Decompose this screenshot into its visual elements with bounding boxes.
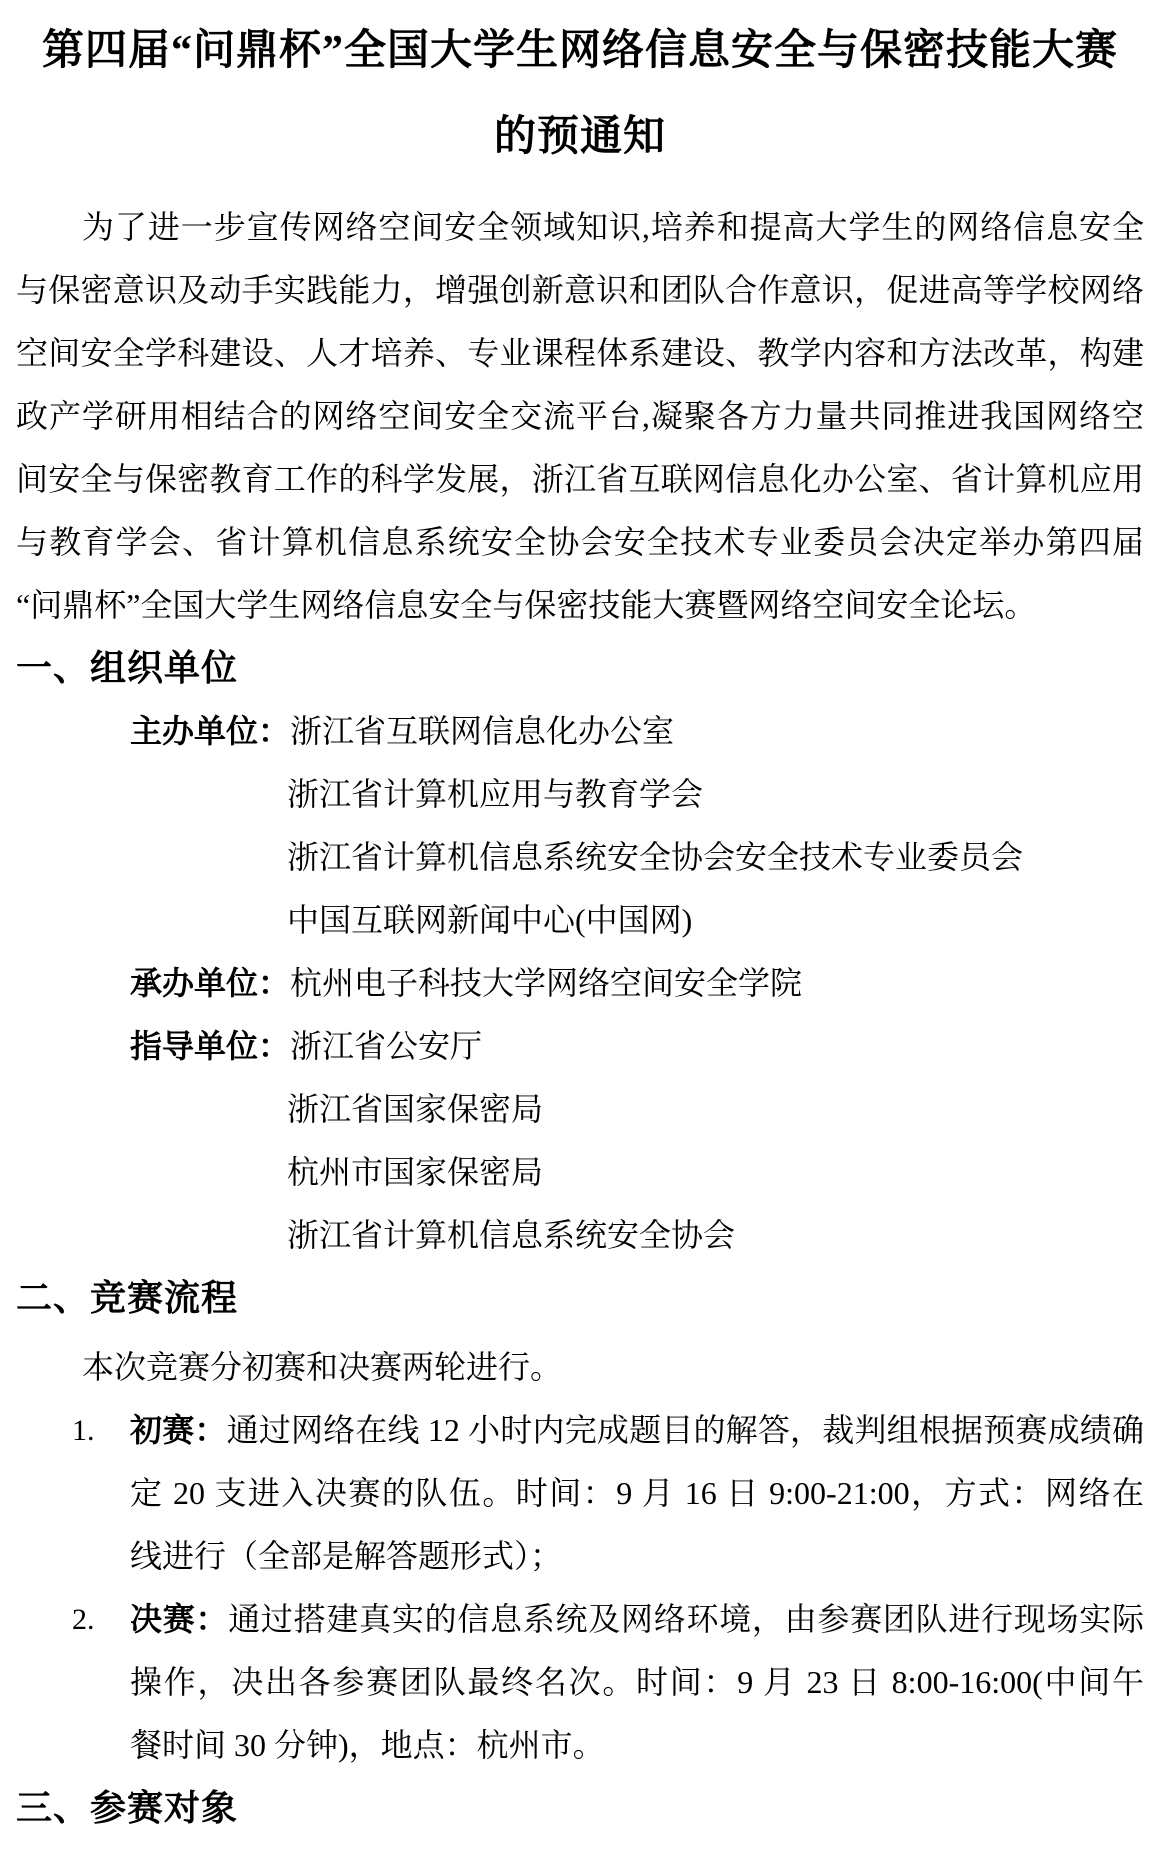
- list-item-number: 1.: [72, 1414, 95, 1447]
- list-item-line: 杭州市国家保密局: [287, 1154, 544, 1190]
- section-heading: 二、竞赛流程: [16, 1278, 239, 1318]
- paragraph: [16, 1336, 1144, 1399]
- document-title-line-1: 第四届“问鼎杯”全国大学生网络信息安全与保密技能大赛: [41, 28, 1118, 74]
- list-item-line: 操作，决出各参赛团队最终名次。时间：9 月 23 日 8:00-16:00(中间午: [130, 1664, 1144, 1700]
- paragraph-line: 本次竞赛分初赛和决赛两轮进行。: [82, 1349, 563, 1385]
- document-title-line-2: 的预通知: [493, 114, 666, 160]
- list-item-line: 浙江省计算机信息系统安全协会安全技术专业委员会: [287, 839, 1024, 875]
- list-item: [16, 1399, 1144, 1588]
- list-item-label: 承办单位：: [130, 965, 291, 1001]
- paragraph-line: 与保密意识及动手实践能力，增强创新意识和团队合作意识，促进高等学校网络: [16, 272, 1144, 308]
- list-item-line: 线进行（全部是解答题形式）；: [130, 1538, 563, 1574]
- list-item-line: 中国互联网新闻中心(中国网): [287, 902, 693, 938]
- paragraph-line: 为了进一步宣传网络空间安全领域知识,培养和提高大学生的网络信息安全: [82, 209, 1144, 245]
- list-item-line: 浙江省计算机信息系统安全协会: [287, 1217, 736, 1253]
- list-item-text: 杭州电子科技大学网络空间安全学院: [290, 965, 803, 1001]
- document-body: [16, 196, 1144, 1840]
- list-item-text: 浙江省互联网信息化办公室: [290, 713, 675, 749]
- paragraph-line: “问鼎杯”全国大学生网络信息安全与保密技能大赛暨网络空间安全论坛。: [16, 587, 1037, 623]
- paragraph-line: 间安全与保密教育工作的科学发展，浙江省互联网信息化办公室、省计算机应用: [16, 461, 1144, 497]
- list-item-first-line: [130, 1015, 1144, 1078]
- paragraph: [16, 196, 1144, 637]
- list-item-line: 定 20 支进入决赛的队伍。时间：9 月 16 日 9:00-21:00，方式：网络在: [130, 1475, 1144, 1511]
- list-item-line: 浙江省国家保密局: [287, 1091, 544, 1127]
- list-item-label: 决赛：: [130, 1601, 229, 1637]
- paragraph-line: 政产学研用相结合的网络空间安全交流平台,凝聚各方力量共同推进我国网络空: [16, 398, 1144, 434]
- list-item: [16, 1588, 1144, 1777]
- list-item-text: 通过网络在线 12 小时内完成题目的解答，裁判组根据预赛成绩确: [226, 1412, 1144, 1448]
- list-item: [16, 952, 1144, 1015]
- list-item-first-line: [72, 1588, 1144, 1651]
- list-item-first-line: [130, 700, 1144, 763]
- list-item-label: 主办单位：: [130, 713, 291, 749]
- paragraph-line: 空间安全学科建设、人才培养、专业课程体系建设、教学内容和方法改革，构建: [16, 335, 1144, 371]
- section-heading: 一、组织单位: [16, 648, 239, 688]
- list-item-label: 指导单位：: [130, 1028, 291, 1064]
- list-item-line: 浙江省计算机应用与教育学会: [287, 776, 704, 812]
- list-item-line: 餐时间 30 分钟)，地点：杭州市。: [130, 1727, 605, 1763]
- list-item-text: 通过搭建真实的信息系统及网络环境，由参赛团队进行现场实际: [228, 1601, 1144, 1637]
- section-heading: 三、参赛对象: [16, 1788, 239, 1828]
- list-item-label: 初赛：: [130, 1412, 227, 1448]
- list-item-first-line: [130, 952, 1144, 1015]
- list-item: [16, 700, 1144, 952]
- paragraph-line: 与教育学会、省计算机信息系统安全协会安全技术专业委员会决定举办第四届: [16, 524, 1144, 560]
- list-item-first-line: [72, 1399, 1144, 1462]
- document-title: [16, 0, 1144, 180]
- list-item-number: 2.: [72, 1603, 95, 1636]
- list-item-text: 浙江省公安厅: [290, 1028, 483, 1064]
- list-item: [16, 1015, 1144, 1267]
